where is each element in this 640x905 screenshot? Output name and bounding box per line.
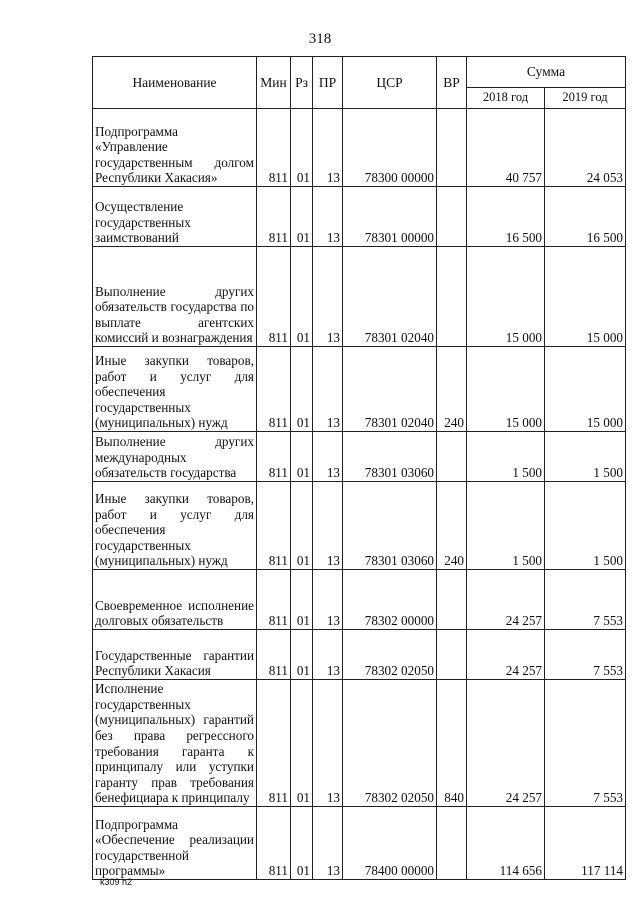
cell-csr: 78301 00000: [343, 187, 437, 247]
cell-rz: 01: [291, 482, 313, 570]
cell-rz: 01: [291, 347, 313, 432]
header-vr: ВР: [437, 57, 467, 109]
header-min: Мин: [257, 57, 291, 109]
cell-pr: 13: [313, 247, 343, 347]
cell-min: 811: [257, 482, 291, 570]
cell-min: 811: [257, 432, 291, 482]
cell-csr: 78302 02050: [343, 680, 437, 807]
cell-name: Подпрограмма «Управление государственным долгом Республики Хакасия»: [93, 109, 257, 187]
cell-pr: 13: [313, 109, 343, 187]
cell-sum-2019: 1 500: [545, 482, 626, 570]
table-row: [93, 109, 626, 187]
cell-pr: 13: [313, 432, 343, 482]
cell-min: 811: [257, 807, 291, 880]
cell-rz: 01: [291, 432, 313, 482]
cell-csr: 78301 03060: [343, 482, 437, 570]
cell-pr: 13: [313, 630, 343, 680]
cell-min: 811: [257, 680, 291, 807]
cell-pr: 13: [313, 680, 343, 807]
cell-sum-2018: 24 257: [467, 680, 545, 807]
cell-name: Иные закупки товаров, работ и услуг для обеспечения государственных (муниципальных) нужд: [93, 347, 257, 432]
cell-sum-2018: 40 757: [467, 109, 545, 187]
cell-rz: 01: [291, 630, 313, 680]
cell-csr: 78301 02040: [343, 347, 437, 432]
cell-name: Выполнение других обязательств государства по выплате агентских комиссий и вознаграждения: [93, 247, 257, 347]
page-number: 318: [308, 31, 332, 47]
cell-rz: 01: [291, 570, 313, 630]
table-body: [93, 109, 626, 880]
cell-vr: [437, 630, 467, 680]
table-row: [93, 680, 626, 807]
cell-sum-2019: 24 053: [545, 109, 626, 187]
cell-vr: 240: [437, 482, 467, 570]
cell-name: Государственные гарантии Республики Хакасия: [93, 630, 257, 680]
table-row: [93, 630, 626, 680]
cell-rz: 01: [291, 807, 313, 880]
cell-sum-2019: 117 114: [545, 807, 626, 880]
table-row: [93, 570, 626, 630]
cell-sum-2018: 24 257: [467, 570, 545, 630]
cell-name: Выполнение других международных обязательств государства: [93, 432, 257, 482]
header-year-2018: 2018 год: [467, 88, 545, 109]
header-year-2019: 2019 год: [545, 88, 626, 109]
cell-vr: [437, 247, 467, 347]
cell-vr: [437, 570, 467, 630]
table-row: [93, 807, 626, 880]
cell-name: Иные закупки товаров, работ и услуг для обеспечения государственных (муниципальных) нужд: [93, 482, 257, 570]
cell-name: Исполнение государственных (муниципальных) гарантий без права регрессного требования гаранта к принципалу или уступки гаранту прав требования бенефициара к принципалу: [93, 680, 257, 807]
cell-rz: 01: [291, 109, 313, 187]
table-row: [93, 347, 626, 432]
cell-sum-2018: 114 656: [467, 807, 545, 880]
cell-pr: 13: [313, 347, 343, 432]
cell-csr: 78300 00000: [343, 109, 437, 187]
cell-csr: 78400 00000: [343, 807, 437, 880]
cell-rz: 01: [291, 187, 313, 247]
cell-min: 811: [257, 247, 291, 347]
header-pr: ПР: [313, 57, 343, 109]
cell-sum-2019: 15 000: [545, 347, 626, 432]
cell-pr: 13: [313, 482, 343, 570]
cell-sum-2019: 1 500: [545, 432, 626, 482]
header-rz: Рз: [291, 57, 313, 109]
header-csr: ЦСР: [343, 57, 437, 109]
cell-vr: [437, 109, 467, 187]
cell-pr: 13: [313, 570, 343, 630]
cell-csr: 78302 00000: [343, 570, 437, 630]
cell-csr: 78301 03060: [343, 432, 437, 482]
cell-vr: 240: [437, 347, 467, 432]
cell-sum-2019: 7 553: [545, 630, 626, 680]
cell-sum-2019: 7 553: [545, 680, 626, 807]
cell-sum-2018: 1 500: [467, 432, 545, 482]
cell-vr: [437, 432, 467, 482]
cell-vr: [437, 187, 467, 247]
cell-csr: 78301 02040: [343, 247, 437, 347]
header-sum: Сумма: [467, 57, 626, 88]
cell-sum-2018: 24 257: [467, 630, 545, 680]
cell-vr: 840: [437, 680, 467, 807]
table-row: [93, 187, 626, 247]
table-row: [93, 482, 626, 570]
table-row: [93, 247, 626, 347]
cell-rz: 01: [291, 247, 313, 347]
cell-vr: [437, 807, 467, 880]
cell-sum-2019: 7 553: [545, 570, 626, 630]
header-name: Наименование: [93, 57, 257, 109]
cell-sum-2018: 15 000: [467, 347, 545, 432]
cell-name: Осуществление государственных заимствований: [93, 187, 257, 247]
cell-sum-2018: 15 000: [467, 247, 545, 347]
footer-code: k309 h2: [100, 877, 133, 887]
cell-rz: 01: [291, 680, 313, 807]
cell-sum-2018: 16 500: [467, 187, 545, 247]
cell-pr: 13: [313, 187, 343, 247]
cell-name: Подпрограмма «Обеспечение реализации государственной программы»: [93, 807, 257, 880]
cell-min: 811: [257, 570, 291, 630]
cell-name: Своевременное исполнение долговых обязательств: [93, 570, 257, 630]
cell-min: 811: [257, 630, 291, 680]
cell-csr: 78302 02050: [343, 630, 437, 680]
cell-sum-2018: 1 500: [467, 482, 545, 570]
table-row: [93, 432, 626, 482]
cell-pr: 13: [313, 807, 343, 880]
cell-min: 811: [257, 187, 291, 247]
cell-sum-2019: 15 000: [545, 247, 626, 347]
cell-sum-2019: 16 500: [545, 187, 626, 247]
cell-min: 811: [257, 347, 291, 432]
cell-min: 811: [257, 109, 291, 187]
budget-table: [92, 56, 626, 880]
